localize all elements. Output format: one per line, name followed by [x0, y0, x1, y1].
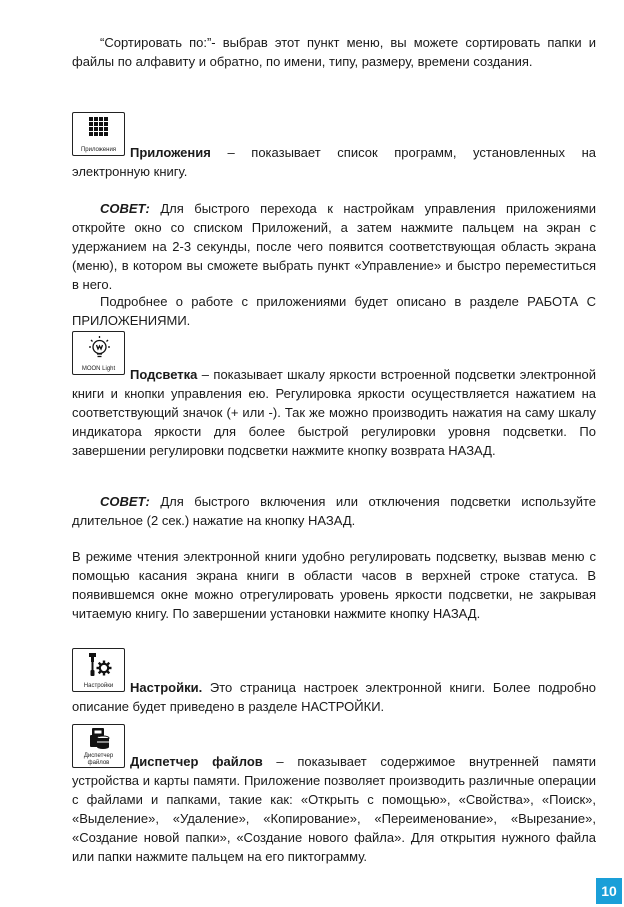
files-paragraph: [72, 752, 596, 866]
files-title: Диспетчер файлов: [130, 754, 263, 769]
reading-text: В режиме чтения электронной книги удобно регулировать подсветку, вызвав меню с помощью касания экрана книги в области часов в верхней строке статуса. В появившемся окне можно отрегулировать уровень яркости подсветки, не закрывая читаемую книгу. По завершении установки нажмите кнопку НАЗАД.: [72, 549, 596, 621]
light-tip-label: СОВЕТ:: [100, 494, 150, 509]
files-desc: – показывает содержимое внутренней памяти устройства и карты памяти. Приложение позволяет производить различные операции с файлами и папками, такие как: «Открыть с помощью», «Свойства», «Поиск», «Выделение», «Удаление», «Копирование», «Переименование», «Вырезание», «Создание новой папки», «Создание нового файла». Для открытия нужного файла или папки нажмите пальцем на его пиктограмму.: [72, 754, 596, 864]
light-icon-label: MOON Light: [81, 366, 116, 372]
files-icon-label-2: файлов: [87, 760, 110, 766]
light-title: Подсветка: [130, 367, 198, 382]
settings-desc: Это страница настроек электронной книги. Более подробно описание будет приведено в разделе НАСТРОЙКИ.: [72, 680, 596, 714]
light-paragraph: [72, 365, 596, 460]
apps-tip-label: СОВЕТ:: [100, 201, 150, 216]
settings-paragraph: [72, 678, 596, 716]
apps-icon-label: Приложения: [80, 147, 117, 153]
apps-title: Приложения: [130, 145, 211, 160]
page-number: 10: [596, 878, 622, 904]
apps-more-text: Подробнее о работе с приложениями будет описано в разделе РАБОТА С ПРИЛОЖЕНИЯМИ.: [72, 294, 596, 328]
sort-text: “Сортировать по:”- выбрав этот пункт меню, вы можете сортировать папки и файлы по алфавиту и обратно, по имени, типу, размеру, времени создания.: [72, 35, 596, 69]
apps-tip-text: Для быстрого перехода к настройкам управления приложениями откройте окно со списком Приложений, а затем нажмите пальцем на экран с удержанием на 2-3 секунды, после чего появится соответствующая область экрана (меню), в котором вы сможете выбрать пункт «Управление» и быстро переместиться в него.: [72, 201, 596, 292]
apps-more-paragraph: [72, 292, 596, 330]
sort-paragraph: [72, 33, 596, 71]
apps-paragraph: [72, 143, 596, 181]
files-icon-label-1: Диспетчер: [83, 753, 114, 759]
settings-title: Настройки.: [130, 680, 203, 695]
settings-icon-label: Настройки: [83, 683, 114, 689]
light-tip-paragraph: [72, 492, 596, 530]
apps-tip-paragraph: [72, 199, 596, 294]
apps-desc: – показывает список программ, установленных на электронную книгу.: [72, 145, 596, 179]
light-tip-text: Для быстрого включения или отключения подсветки используйте длительное (2 сек.) нажатие на кнопку НАЗАД.: [72, 494, 596, 528]
light-desc: – показывает шкалу яркости встроенной подсветки электронной книги и кнопки управления ею. Регулировка яркости осуществляется нажатием на соответствующий значок (+ или -). Так же можно производить нажатия на саму шкалу индикатора яркости для более быстрой регулировки уровня подсветки. По завершении регулировки подсветки нажмите кнопку возврата НАЗАД.: [72, 367, 596, 458]
reading-paragraph: [72, 547, 596, 623]
